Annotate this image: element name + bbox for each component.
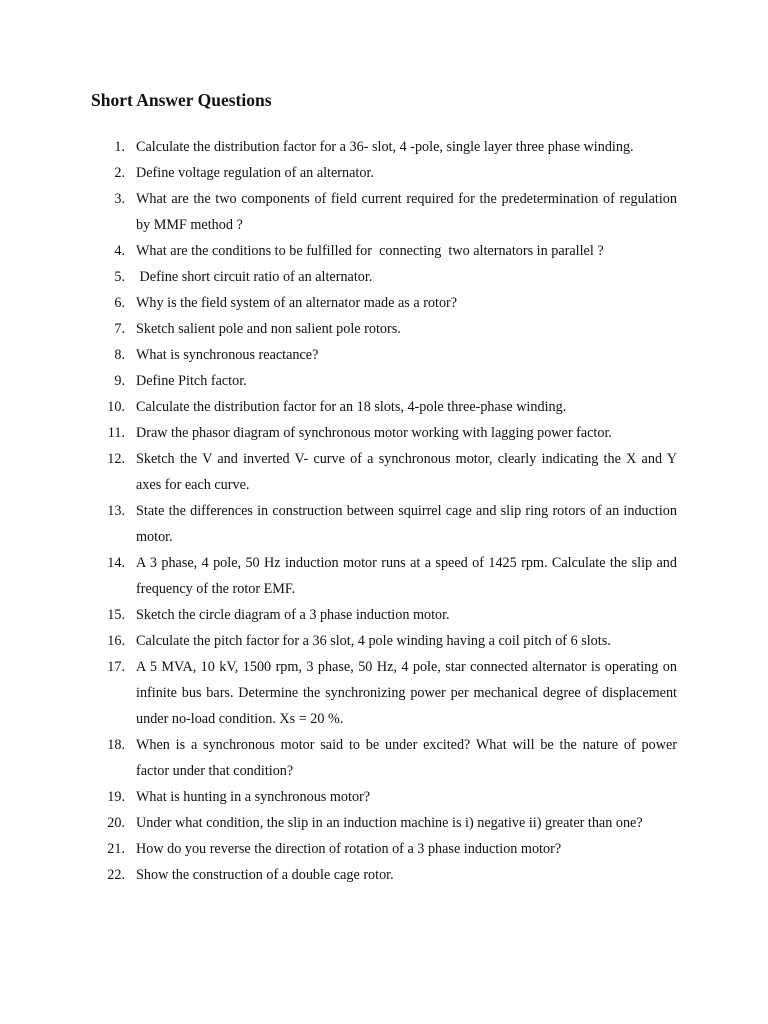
question-number: 5. [114,269,125,285]
question-text: Calculate the distribution factor for a 36- slot, 4 -pole, single layer three phase winding. [136,139,634,155]
question-number: 12. [107,451,125,467]
question-text: Sketch the circle diagram of a 3 phase induction motor. [136,607,450,623]
question-text: A 5 MVA, 10 kV, 1500 rpm, 3 phase, 50 Hz, 4 pole, star connected alternator is operating on infinite bus bars. Determine the synchronizing power per mechanical degree of displacement under no-load condition. Xs = 20 %. [136,659,677,727]
question-number: 19. [107,789,125,805]
page-title: Short Answer Questions [91,90,272,110]
question-text: What are the two components of field current required for the predetermination of regulation by MMF method ? [136,191,677,233]
question-number: 10. [107,399,125,415]
question-text: What are the conditions to be fulfilled for connecting two alternators in parallel ? [136,243,604,259]
question-number: 7. [114,321,125,337]
question-text: State the differences in construction between squirrel cage and slip ring rotors of an induction motor. [136,503,677,545]
question-text: Calculate the pitch factor for a 36 slot, 4 pole winding having a coil pitch of 6 slots. [136,633,611,649]
question-number: 3. [114,191,125,207]
question-number: 17. [107,659,125,675]
question-number: 6. [114,295,125,311]
question-text: A 3 phase, 4 pole, 50 Hz induction motor runs at a speed of 1425 rpm. Calculate the slip and frequency of the rotor EMF. [136,555,677,597]
question-text: What is synchronous reactance? [136,347,319,363]
question-text: Sketch the V and inverted V- curve of a synchronous motor, clearly indicating the X and Y axes for each curve. [136,451,677,493]
question-number: 4. [114,243,125,259]
question-number: 14. [107,555,125,571]
question-text: Calculate the distribution factor for an 18 slots, 4-pole three-phase winding. [136,399,567,415]
question-number: 11. [107,425,125,441]
question-number: 15. [107,607,125,623]
question-number: 18. [107,737,125,753]
question-number: 2. [114,165,125,181]
question-text: Define short circuit ratio of an alternator. [136,269,373,285]
question-text: How do you reverse the direction of rotation of a 3 phase induction motor? [136,841,562,857]
question-text: What is hunting in a synchronous motor? [136,789,371,805]
question-number: 21. [107,841,125,857]
question-text: When is a synchronous motor said to be under excited? What will be the nature of power factor under that condition? [136,737,677,779]
question-text: Define voltage regulation of an alternator. [136,165,374,181]
question-text: Sketch salient pole and non salient pole rotors. [136,321,401,337]
question-number: 22. [107,867,125,883]
question-number: 13. [107,503,125,519]
question-text: Under what condition, the slip in an induction machine is i) negative ii) greater than one? [136,815,643,831]
question-number: 8. [114,347,125,363]
question-number: 16. [107,633,125,649]
question-number: 9. [114,373,125,389]
question-number: 20. [107,815,125,831]
question-text: Draw the phasor diagram of synchronous motor working with lagging power factor. [136,425,612,441]
question-number: 1. [114,139,125,155]
question-text: Why is the field system of an alternator made as a rotor? [136,295,458,311]
question-text: Define Pitch factor. [136,373,247,389]
question-text: Show the construction of a double cage rotor. [136,867,394,883]
